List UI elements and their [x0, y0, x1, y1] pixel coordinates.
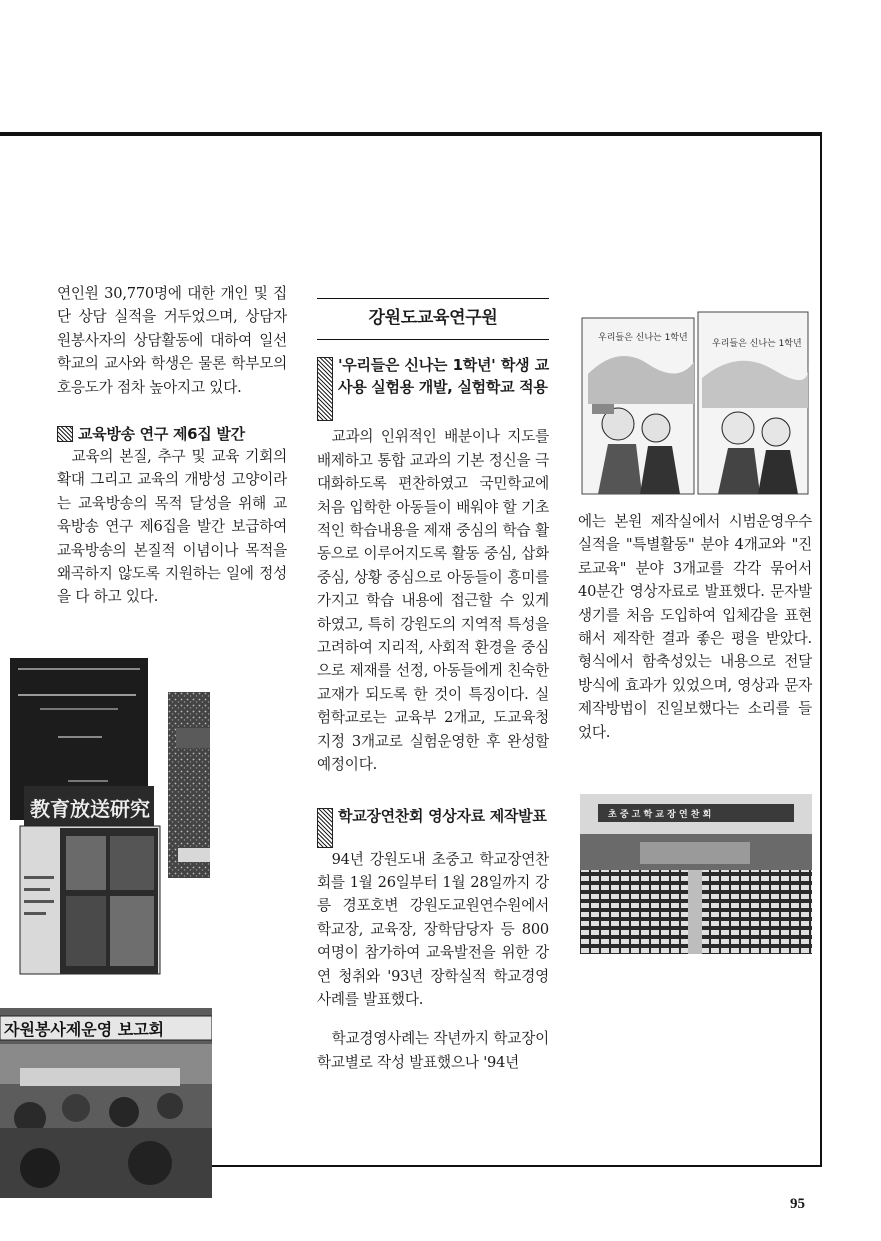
book-cover-1-title: 우리들은 신나는 1학년 — [598, 333, 688, 343]
body-principal-video-1: 94년 강원도내 초중고 학교장연찬회를 1월 26일부터 1월 28일까지 강릉 경포호변 강원도교원연수원에서 학교장, 교육장, 장학담당자 등 800여명이 참가하여 교육발전을 위한 강연 청취와 '93년 장학실적 학교경영사례를 발표했다. — [317, 850, 549, 1008]
book-covers-photo — [0, 656, 210, 986]
right-continuation-text: 에는 본원 제작실에서 시범운영우수실적을 "특별활동" 분야 4개교와 "진로교육" 분야 3개교를 각각 묶어서 40분간 영상자료로 발표했다. 문자발생기를 처음 도입하여 입체감을 표현해서 제작한 결과 좋은 평을 받았다. 형식에서 함축성있는 내용으로 전달방식에 효과가 있었으며, 영상과 문자제작방법이 진일보했다는 소리를 들었다. — [578, 513, 812, 741]
body-first-grade-textbook: 교과의 인위적인 배분이나 지도를 배제하고 통합 교과의 기본 정신을 극대화하도록 편찬하였고 국민학교에 처음 입학한 아동들이 배워야 할 기초적인 학습내용을 제재 중심의 학습 활동으로 이루어지도록 활동 중심, 삽화 중심, 상황 중심으로 아동들이 흥미를 가지고 학습 내용에 접근할 수 있게 하였고, 특히 강원도의 지역적 특성을 고려하여 지리적, 사회적 환경을 중심으로 제재를 선정, 아동들에게 친숙한 교재가 되도록 한 것이 특징이다. 실험학교로는 교육부 2개교, 도교육청지정 3개교로 실험운영한 후 완성할 예정이다. — [317, 428, 549, 774]
body-broadcast-research: 교육의 본질, 추구 및 교육 기회의 확대 그리고 교육의 개방성 고양이라는 교육방송의 목적 달성을 위해 교육방송 연구 제6집을 발간 보급하여 교육방송의 본질적 이념이나 목적을 왜곡하지 않도록 지원하는 일에 정성을 다 하고 있다. — [57, 448, 287, 606]
left-column — [57, 282, 287, 609]
heading-broadcast-research: 교육방송 연구 제6집 발간 — [57, 423, 287, 445]
right-rule — [820, 132, 822, 1167]
right-column — [578, 510, 812, 744]
heading-hatch-icon — [317, 808, 333, 848]
body-principal-video-2: 학교경영사례는 작년까지 학교장이 학교별로 작성 발표했으나 '94년 — [317, 1030, 549, 1071]
report-meeting-photo — [0, 1008, 212, 1198]
left-continuation-text: 연인원 30,770명에 대한 개인 및 집단 상담 실적을 거두었으며, 상담자원봉사자의 상담활동에 대하여 일선 학교의 교사와 학생은 물론 학부모의 호응도가 점차 높아지고 있다. — [57, 285, 287, 396]
middle-column — [317, 298, 549, 1074]
hall-banner-text: 초 중 고 학 교 장 연 찬 회 — [608, 810, 712, 820]
first-grade-book-covers-photo — [578, 304, 812, 496]
principal-seminar-hall-photo — [580, 794, 812, 954]
section-title-gangwon-institute: 강원도교육연구원 — [317, 298, 549, 340]
top-rule — [0, 132, 822, 136]
book-spine-title: 教育放送研究 — [30, 797, 150, 821]
page-number: 95 — [790, 1196, 805, 1212]
heading-hatch-icon — [317, 357, 333, 421]
heading-first-grade-textbook: '우리들은 신나는 1학년' 학생 교사용 실험용 개발, 실험학교 적용 — [317, 354, 549, 421]
report-banner-text: 자원봉사제운영 보고회 — [4, 1020, 165, 1039]
book-cover-2-title: 우리들은 신나는 1학년 — [712, 339, 802, 349]
heading-principal-video: 학교장연찬회 영상자료 제작발표 — [317, 805, 549, 848]
heading-hatch-icon — [57, 426, 73, 442]
bottom-rule — [212, 1165, 822, 1167]
